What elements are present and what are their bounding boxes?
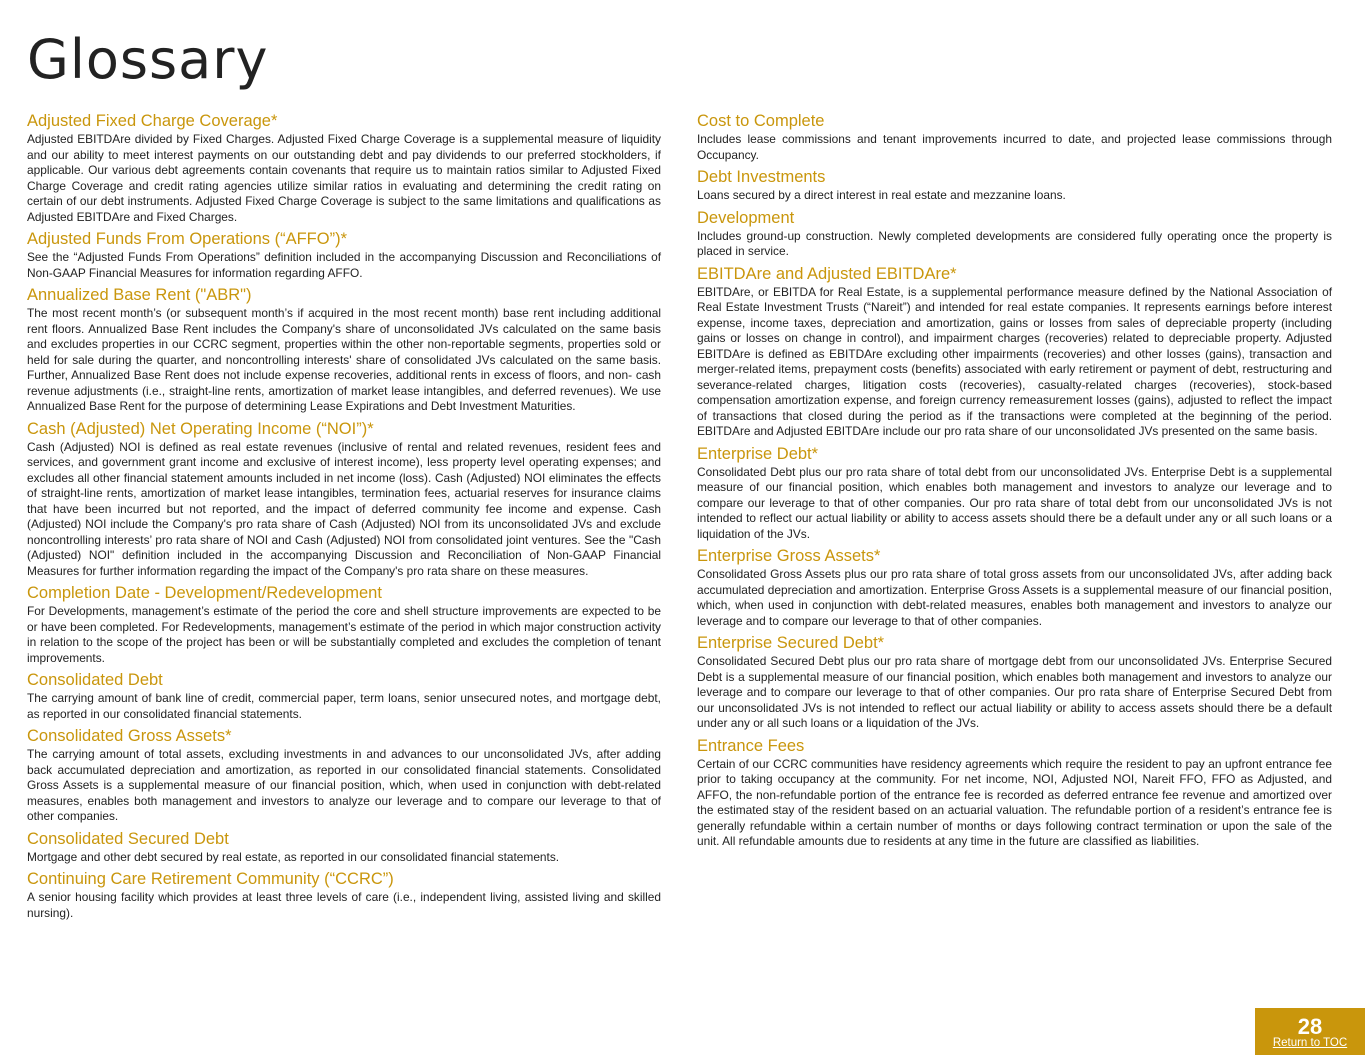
glossary-entry [27,419,661,580]
glossary-entry [27,829,661,866]
page-title: Glossary [27,28,269,91]
glossary-definition: Loans secured by a direct interest in real estate and mezzanine loans. [697,188,1066,202]
glossary-definition: For Developments, management’s estimate of the period the core and shell structure improvements are expected to be or have been completed. For Redevelopments, management’s estimate of the period in which major construction activity in relation to the scope of the project has been or will be substantially completed and excludes the completion of tenant improvements. [27,604,661,665]
glossary-definition: Certain of our CCRC communities have residency agreements which require the resident to pay an upfront entrance fee prior to taking occupancy at the community. For net income, NOI, Adjusted NOI, Nareit FFO, FFO as Adjusted, and AFFO, the non-refundable portion of the entrance fee is recorded as deferred entrance fee revenue and amortized over the estimated stay of the resident based on an actuarial valuation. The refundable portion of a resident’s entrance fee is generally refundable within a certain number of months or days following contract termination or upon the sale of the unit. All refundable amounts due to residents at any time in the future are classified as liabilities. [697,756,1332,848]
glossary-definition: Cash (Adjusted) NOI is defined as real estate revenues (inclusive of rental and related revenues, resident fees and services, and government grant income and exclusive of interest income), less property level operating expenses; and excludes all other financial statement amounts included in net income (loss). Cash (Adjusted) NOI eliminates the effects of straight-line rents, amortization of market lease intangibles, termination fees, actuarial reserves for insurance claims that have been incurred but not reported, and the impact of deferred community fee income and expense. Cash (Adjusted) NOI include the Company's pro rata share of Cash (Adjusted) NOI from its unconsolidated JVs and exclude noncontrolling interests’ pro rata share of NOI and Cash (Adjusted) NOI from consolidated joint ventures. See the "Cash (Adjusted) NOI" definition included in the accompanying Discussion and Reconciliation of Non-GAAP Financial Measures for further information regarding the impact of the Company's pro rata share on these measures. [27,439,661,578]
glossary-term: Enterprise Secured Debt* [697,634,885,652]
glossary-term: Entrance Fees [697,736,805,755]
glossary-definition: The most recent month’s (or subsequent month’s if acquired in the most recent month) base rent including additional rent floors. Annualized Base Rent includes the Company's share of unconsolidated JVs calculated on the same basis and excludes properties in our CCRC segment, properties within the other non-reportable segments, properties sold or held for sale during the quarter, and noncontrolling interests' share of consolidated JVs calculated on the same basis. Further, Annualized Base Rent does not include expense recoveries, additional rents in excess of floors, and non- cash revenue adjustments (i.e., straight-line rents, amortization of market lease intangibles, and deferred revenues). We use Annualized Base Rent for the purpose of determining Lease Expirations and Debt Investment Maturities. [27,306,661,413]
glossary-entry [697,444,1332,543]
glossary-term: EBITDAre and Adjusted EBITDAre* [697,264,957,283]
page-badge [1255,1008,1365,1055]
glossary-term: Completion Date - Development/Redevelopment [27,584,382,602]
glossary-definition: Includes lease commissions and tenant improvements incurred to date, and projected lease commissions through Occupancy. [697,132,1332,162]
glossary-definition: Consolidated Secured Debt plus our pro rata share of mortgage debt from our unconsolidated JVs. Enterprise Secured Debt is a supplemental measure of our financial position, which enables both management and investors to analyze our leverage and to compare our leverage to that of other companies. Our pro rata share of Enterprise Secured Debt from our unconsolidated JVs is not intended to reflect our actual liability or ability to access assets should there be a default under any or all such loans or a liquidation of the JVs. [697,654,1332,730]
glossary-entry [27,583,661,666]
glossary-term: Development [697,208,795,227]
glossary-term: Debt Investments [697,168,826,186]
glossary-term: Consolidated Debt [27,671,163,689]
glossary-term: Continuing Care Retirement Community (“CCRC”) [27,870,394,888]
glossary-entry [27,285,661,415]
glossary-term: Annualized Base Rent ("ABR") [27,286,252,304]
glossary-definition: See the “Adjusted Funds From Operations” definition included in the accompanying Discussion and Reconciliations of Non-GAAP Financial Measures for information regarding AFFO. [27,250,661,280]
return-to-toc-link[interactable]: Return to TOC [1272,1037,1348,1049]
glossary-entry [697,633,1332,732]
glossary-term: Consolidated Gross Assets* [27,727,232,745]
glossary-definition: EBITDAre, or EBITDA for Real Estate, is a supplemental performance measure defined by the National Association of Real Estate Investment Trusts (“Nareit”) and intended for real estate companies. It represents earnings before interest expense, income taxes, depreciation and amortization, gains or losses from sales of depreciable property (including gains or losses on change in control), and impairment charges (recoveries) related to depreciable property. Adjusted EBITDAre is defined as EBITDAre excluding other impairments (recoveries) and other losses (gains), transaction and merger-related items, prepayment costs (benefits) associated with early retirement or payment of debt, restructuring and severance-related charges, litigation costs (recoveries), casualty-related charges (recoveries), stock-based compensation amortization expense, and foreign currency remeasurement losses (gains), adjusted to reflect the impact of transactions that closed during the period as if the transactions were completed at the beginning of the period. EBITDAre and Adjusted EBITDAre include our pro rata share of our unconsolidated JVs presented on the same basis. [697,284,1332,438]
glossary-definition: A senior housing facility which provides at least three levels of care (i.e., independent living, assisted living and skilled nursing). [27,890,661,920]
glossary-entry [697,208,1332,260]
glossary-term: Enterprise Debt* [697,444,819,463]
glossary-definition: Includes ground-up construction. Newly completed developments are considered fully operating once the property is placed in service. [697,228,1332,258]
glossary-entry [27,726,661,825]
glossary-entry [27,111,661,225]
glossary-entry [697,546,1332,629]
glossary-term: Adjusted Fixed Charge Coverage* [27,112,278,130]
page-number: 28 [1297,1014,1323,1039]
glossary-entry [27,869,661,921]
glossary-term: Adjusted Funds From Operations (“AFFO”)* [27,230,348,248]
glossary-definition: Consolidated Debt plus our pro rata share of total debt from our unconsolidated JVs. Enterprise Debt is a supplemental measure of our financial position, which enables both management and investors to analyze our leverage and to compare our leverage to that of other companies. Our pro rata share of total debt from our unconsolidated JVs is not intended to reflect our actual liability or ability to access assets should there be a default under any or all such loans or a liquidation of the JVs. [697,464,1332,541]
glossary-column-left [27,111,661,925]
glossary-entry [697,736,1332,850]
glossary-entry [697,167,1332,204]
glossary-entry [697,264,1332,440]
glossary-definition: Mortgage and other debt secured by real estate, as reported in our consolidated financial statements. [27,849,560,864]
glossary-term: Cost to Complete [697,112,825,130]
glossary-definition: Adjusted EBITDAre divided by Fixed Charges. Adjusted Fixed Charge Coverage is a supplemental measure of liquidity and our ability to meet interest payments on our outstanding debt and pay dividends to our preferred stockholders, if applicable. Our various debt agreements contain covenants that require us to maintain ratios similar to Adjusted Fixed Charge Coverage and credit rating agencies utilize similar ratios in evaluating and determining the credit rating on certain of our debt instruments. Adjusted Fixed Charge Coverage is subject to the same limitations and qualifications as Adjusted EBITDAre and Fixed Charges. [27,132,661,224]
glossary-entry [27,670,661,722]
glossary-term: Consolidated Secured Debt [27,829,229,848]
glossary-definition: The carrying amount of bank line of credit, commercial paper, term loans, senior unsecured notes, and mortgage debt, as reported in our consolidated financial statements. [27,691,661,721]
glossary-entry [697,111,1332,163]
glossary-definition: The carrying amount of total assets, excluding investments in and advances to our unconsolidated JVs, after adding back accumulated depreciation and amortization, as reported in our consolidated financial statements. Consolidated Gross Assets is a supplemental measure of our financial position, which, when used in conjunction with debt-related measures, enables both management and investors to analyze our leverage and to compare our leverage to that of other companies. [27,747,661,823]
glossary-column-right [697,111,1332,854]
glossary-term: Enterprise Gross Assets* [697,547,881,565]
glossary-entry [27,229,661,281]
glossary-definition: Consolidated Gross Assets plus our pro rata share of total gross assets from our unconsolidated JVs, after adding back accumulated depreciation and amortization. Enterprise Gross Assets is a supplemental measure of our financial position, which, when used in conjunction with debt-related measures, enables both management and investors to analyze our leverage and to compare our leverage to that of other companies. [697,567,1332,628]
glossary-term: Cash (Adjusted) Net Operating Income (“NOI”)* [27,419,374,438]
